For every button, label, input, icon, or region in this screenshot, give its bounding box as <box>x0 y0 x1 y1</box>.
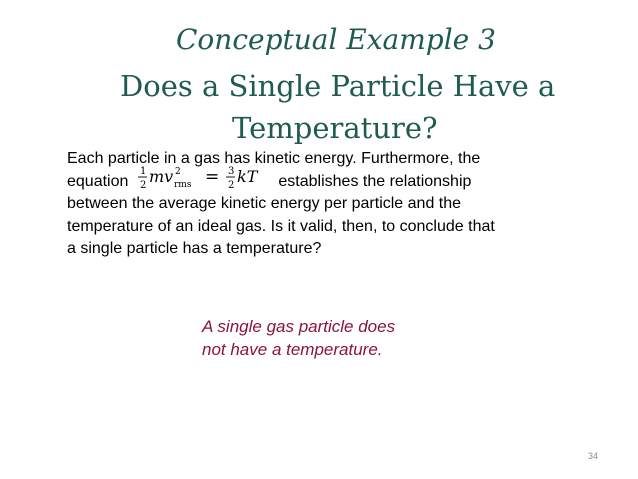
question-line-1: Each particle in a gas has kinetic energy. Furthermore, the <box>67 150 481 167</box>
question-text <box>67 148 607 261</box>
equation-ratio-numerator: 3 <box>228 165 235 177</box>
question-line-4: temperature of an ideal gas. Is it valid, then, to conclude that <box>67 217 495 235</box>
question-line-5: a single particle has a temperature? <box>67 240 322 258</box>
equation-trailing-text: establishes the relationship <box>278 172 472 190</box>
answer-line-2: not have a temperature. <box>202 340 383 359</box>
kinetic-energy-equation-graphic <box>134 165 272 193</box>
equation-thermal-term: kT <box>237 166 258 186</box>
equation-equals-sign: = <box>205 166 220 187</box>
slide-title-line-3: Temperature? <box>232 111 438 145</box>
page-number: 34 <box>588 451 599 461</box>
equation-ratio-denominator: 2 <box>228 179 235 191</box>
equation-lead-text: equation <box>67 172 129 190</box>
equation-velocity-superscript: 2 <box>175 166 182 177</box>
equation-mass-velocity: mv <box>149 166 174 186</box>
answer-line-1: A single gas particle does <box>202 317 396 336</box>
answer-text <box>202 315 395 361</box>
question-line-3: between the average kinetic energy per particle and the <box>67 195 462 213</box>
equation-half-numerator: 1 <box>140 165 147 177</box>
slide-title-line-2: Does a Single Particle Have a <box>120 69 556 103</box>
equation-half-denominator: 2 <box>140 179 147 191</box>
equation-velocity-subscript: rms <box>174 179 192 190</box>
question-line-2 <box>67 165 607 194</box>
slide-title-line-1: Conceptual Example 3 <box>176 23 496 56</box>
kinetic-energy-equation <box>134 165 272 196</box>
